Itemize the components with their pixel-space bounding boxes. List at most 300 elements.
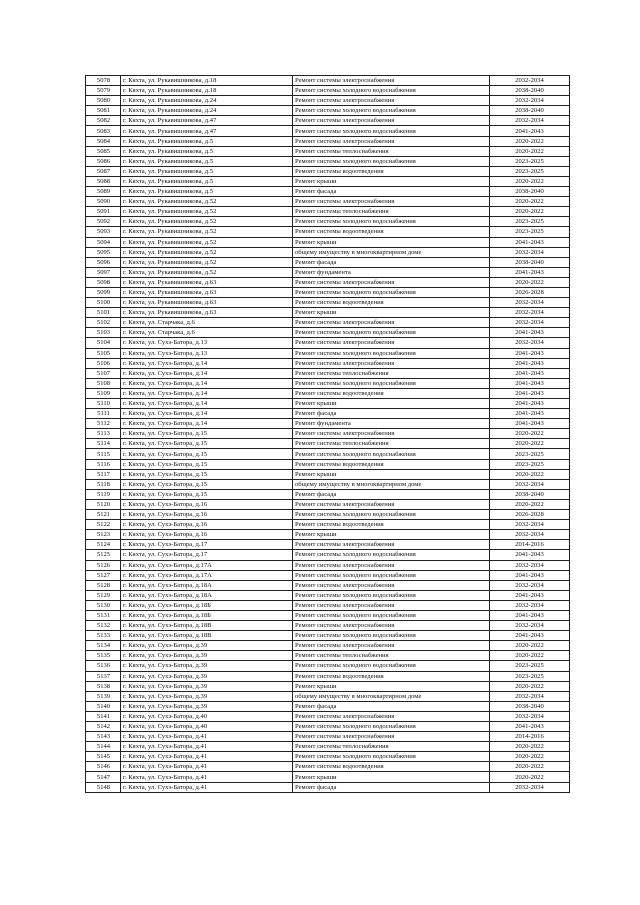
work-type-cell: Ремонт системы холодного водоснабжения [293, 348, 490, 358]
table-row [86, 681, 570, 691]
address-cell: г. Кяхта, ул. Рукавишникова, д.52 [121, 227, 293, 237]
work-type-cell: Ремонт системы холодного водоснабжения [293, 106, 490, 116]
address-cell: г. Кяхта, ул. Сухэ-Батора, д.39 [121, 691, 293, 701]
row-number-cell: 5091 [86, 207, 121, 217]
row-number-cell: 5110 [86, 399, 121, 409]
period-cell: 2038-2040 [490, 106, 570, 116]
table-row [86, 752, 570, 762]
period-cell: 2032-2034 [490, 530, 570, 540]
address-cell: г. Кяхта, ул. Сухэ-Батора, д.41 [121, 742, 293, 752]
work-type-cell: Ремонт системы холодного водоснабжения [293, 661, 490, 671]
row-number-cell: 5097 [86, 267, 121, 277]
work-type-cell: Ремонт системы холодного водоснабжения [293, 550, 490, 560]
table-row [86, 267, 570, 277]
address-cell: г. Кяхта, ул. Сухэ-Батора, д.15 [121, 429, 293, 439]
table-row [86, 86, 570, 96]
table-row [86, 176, 570, 186]
row-number-cell: 5125 [86, 550, 121, 560]
period-cell: 2020-2022 [490, 762, 570, 772]
address-cell: г. Кяхта, ул. Рукавишникова, д.52 [121, 247, 293, 257]
address-cell: г. Кяхта, ул. Сухэ-Батора, д.39 [121, 661, 293, 671]
period-cell: 2032-2034 [490, 308, 570, 318]
work-type-cell: Ремонт системы холодного водоснабжения [293, 217, 490, 227]
table-row [86, 631, 570, 641]
work-type-cell: Ремонт системы теплоснабжения [293, 439, 490, 449]
period-cell: 2041-2043 [490, 237, 570, 247]
address-cell: г. Кяхта, ул. Рукавишникова, д.24 [121, 106, 293, 116]
period-cell: 2032-2034 [490, 116, 570, 126]
work-type-cell: Ремонт системы холодного водоснабжения [293, 449, 490, 459]
row-number-cell: 5098 [86, 277, 121, 287]
period-cell: 2014-2016 [490, 732, 570, 742]
row-number-cell: 5138 [86, 681, 121, 691]
address-cell: г. Кяхта, ул. Сухэ-Батора, д.14 [121, 358, 293, 368]
period-cell: 2020-2022 [490, 136, 570, 146]
work-type-cell: Ремонт системы электроснабжения [293, 540, 490, 550]
row-number-cell: 5113 [86, 429, 121, 439]
work-type-cell: Ремонт крыши [293, 399, 490, 409]
row-number-cell: 5119 [86, 489, 121, 499]
row-number-cell: 5082 [86, 116, 121, 126]
work-type-cell: Ремонт системы холодного водоснабжения [293, 378, 490, 388]
row-number-cell: 5080 [86, 96, 121, 106]
table-row [86, 469, 570, 479]
period-cell: 2020-2022 [490, 499, 570, 509]
row-number-cell: 5086 [86, 156, 121, 166]
address-cell: г. Кяхта, ул. Сухэ-Батора, д.39 [121, 671, 293, 681]
address-cell: г. Кяхта, ул. Сухэ-Батора, д.15 [121, 479, 293, 489]
address-cell: г. Кяхта, ул. Сухэ-Батора, д.16 [121, 530, 293, 540]
row-number-cell: 5088 [86, 176, 121, 186]
period-cell: 2041-2043 [490, 631, 570, 641]
table-row [86, 459, 570, 469]
period-cell: 2041-2043 [490, 590, 570, 600]
address-cell: г. Кяхта, ул. Сухэ-Батора, д.17 [121, 550, 293, 560]
period-cell: 2041-2043 [490, 570, 570, 580]
table-row [86, 96, 570, 106]
table-row [86, 338, 570, 348]
row-number-cell: 5078 [86, 76, 121, 86]
work-type-cell: Ремонт системы теплоснабжения [293, 742, 490, 752]
work-type-cell: Ремонт системы электроснабжения [293, 429, 490, 439]
table-row [86, 570, 570, 580]
work-type-cell: Ремонт крыши [293, 530, 490, 540]
work-type-cell: Ремонт фундамента [293, 267, 490, 277]
table-row [86, 217, 570, 227]
row-number-cell: 5103 [86, 328, 121, 338]
work-type-cell: Ремонт системы теплоснабжения [293, 207, 490, 217]
row-number-cell: 5143 [86, 732, 121, 742]
address-cell: г. Кяхта, ул. Рукавишникова, д.5 [121, 176, 293, 186]
period-cell: 2041-2043 [490, 328, 570, 338]
row-number-cell: 5117 [86, 469, 121, 479]
work-type-cell: Ремонт системы электроснабжения [293, 116, 490, 126]
row-number-cell: 5139 [86, 691, 121, 701]
table-row [86, 782, 570, 792]
period-cell: 2023-2025 [490, 661, 570, 671]
address-cell: г. Кяхта, ул. Рукавишникова, д.52 [121, 267, 293, 277]
table-row [86, 106, 570, 116]
row-number-cell: 5084 [86, 136, 121, 146]
address-cell: г. Кяхта, ул. Сухэ-Батора, д.15 [121, 439, 293, 449]
work-type-cell: Ремонт системы электроснабжения [293, 197, 490, 207]
row-number-cell: 5099 [86, 287, 121, 297]
table-row [86, 610, 570, 620]
work-type-cell: Ремонт системы холодного водоснабжения [293, 328, 490, 338]
work-type-cell: Ремонт крыши [293, 308, 490, 318]
work-type-cell: Ремонт фасада [293, 782, 490, 792]
address-cell: г. Кяхта, ул. Сухэ-Батора, д.18В [121, 631, 293, 641]
address-cell: г. Кяхта, ул. Рукавишникова, д.5 [121, 187, 293, 197]
work-type-cell: Ремонт системы водоотведения [293, 388, 490, 398]
table-row [86, 762, 570, 772]
table-row [86, 187, 570, 197]
table-row [86, 701, 570, 711]
work-type-cell: Ремонт системы водоотведения [293, 298, 490, 308]
row-number-cell: 5127 [86, 570, 121, 580]
row-number-cell: 5147 [86, 772, 121, 782]
row-number-cell: 5092 [86, 217, 121, 227]
address-cell: г. Кяхта, ул. Сухэ-Батора, д.17А [121, 560, 293, 570]
table-row [86, 651, 570, 661]
work-type-cell: Ремонт фасада [293, 701, 490, 711]
table-row [86, 540, 570, 550]
row-number-cell: 5093 [86, 227, 121, 237]
row-number-cell: 5100 [86, 298, 121, 308]
work-type-cell: Ремонт системы холодного водоснабжения [293, 86, 490, 96]
table-row [86, 126, 570, 136]
address-cell: г. Кяхта, ул. Рукавишникова, д.63 [121, 308, 293, 318]
period-cell: 2038-2040 [490, 86, 570, 96]
address-cell: г. Кяхта, ул. Сухэ-Батора, д.41 [121, 732, 293, 742]
work-type-cell: Ремонт системы холодного водоснабжения [293, 752, 490, 762]
work-type-cell: Ремонт системы электроснабжения [293, 641, 490, 651]
row-number-cell: 5131 [86, 610, 121, 620]
work-type-cell: Ремонт системы электроснабжения [293, 136, 490, 146]
row-number-cell: 5144 [86, 742, 121, 752]
table-row [86, 439, 570, 449]
table-row [86, 388, 570, 398]
period-cell: 2041-2043 [490, 550, 570, 560]
table-row [86, 711, 570, 721]
period-cell: 2032-2034 [490, 479, 570, 489]
address-cell: г. Кяхта, ул. Сухэ-Батора, д.39 [121, 651, 293, 661]
work-type-cell: Ремонт крыши [293, 772, 490, 782]
work-type-cell: Ремонт системы электроснабжения [293, 560, 490, 570]
work-type-cell: Ремонт системы электроснабжения [293, 318, 490, 328]
period-cell: 2041-2043 [490, 267, 570, 277]
period-cell: 2020-2022 [490, 681, 570, 691]
period-cell: 2023-2025 [490, 459, 570, 469]
address-cell: г. Кяхта, ул. Сухэ-Батора, д.14 [121, 368, 293, 378]
address-cell: г. Кяхта, ул. Сухэ-Батора, д.16 [121, 510, 293, 520]
address-cell: г. Кяхта, ул. Рукавишникова, д.5 [121, 146, 293, 156]
work-type-cell: Ремонт системы электроснабжения [293, 358, 490, 368]
address-cell: г. Кяхта, ул. Рукавишникова, д.63 [121, 298, 293, 308]
table-row [86, 348, 570, 358]
work-type-cell: Ремонт крыши [293, 469, 490, 479]
period-cell: 2038-2040 [490, 489, 570, 499]
table-row [86, 429, 570, 439]
table-row [86, 166, 570, 176]
table-row [86, 590, 570, 600]
address-cell: г. Кяхта, ул. Старчака, д.6 [121, 328, 293, 338]
table-row [86, 197, 570, 207]
period-cell: 2020-2022 [490, 651, 570, 661]
work-type-cell: Ремонт системы теплоснабжения [293, 146, 490, 156]
table-row [86, 116, 570, 126]
period-cell: 2032-2034 [490, 711, 570, 721]
row-number-cell: 5101 [86, 308, 121, 318]
table-row [86, 499, 570, 509]
work-type-cell: Ремонт системы теплоснабжения [293, 368, 490, 378]
address-cell: г. Кяхта, ул. Рукавишникова, д.5 [121, 166, 293, 176]
address-cell: г. Кяхта, ул. Рукавишникова, д.47 [121, 116, 293, 126]
period-cell: 2020-2022 [490, 429, 570, 439]
row-number-cell: 5106 [86, 358, 121, 368]
row-number-cell: 5083 [86, 126, 121, 136]
table-row [86, 520, 570, 530]
table-row [86, 742, 570, 752]
work-type-cell: Ремонт системы водоотведения [293, 166, 490, 176]
table-row [86, 227, 570, 237]
row-number-cell: 5116 [86, 459, 121, 469]
address-cell: г. Кяхта, ул. Сухэ-Батора, д.15 [121, 459, 293, 469]
table-row [86, 207, 570, 217]
row-number-cell: 5145 [86, 752, 121, 762]
row-number-cell: 5112 [86, 419, 121, 429]
table-row [86, 580, 570, 590]
address-cell: г. Кяхта, ул. Рукавишникова, д.24 [121, 96, 293, 106]
table-row [86, 621, 570, 631]
period-cell: 2032-2034 [490, 600, 570, 610]
address-cell: г. Кяхта, ул. Сухэ-Батора, д.14 [121, 399, 293, 409]
table-row [86, 479, 570, 489]
row-number-cell: 5140 [86, 701, 121, 711]
table-row [86, 257, 570, 267]
table-row [86, 358, 570, 368]
period-cell: 2023-2025 [490, 166, 570, 176]
row-number-cell: 5133 [86, 631, 121, 641]
row-number-cell: 5090 [86, 197, 121, 207]
address-cell: г. Кяхта, ул. Сухэ-Батора, д.18Б [121, 600, 293, 610]
period-cell: 2041-2043 [490, 399, 570, 409]
table-row [86, 76, 570, 86]
work-type-cell: Ремонт системы холодного водоснабжения [293, 570, 490, 580]
work-type-cell: Ремонт системы электроснабжения [293, 711, 490, 721]
address-cell: г. Кяхта, ул. Сухэ-Батора, д.16 [121, 499, 293, 509]
address-cell: г. Кяхта, ул. Рукавишникова, д.18 [121, 76, 293, 86]
period-cell: 2020-2022 [490, 439, 570, 449]
period-cell: 2032-2034 [490, 298, 570, 308]
period-cell: 2032-2034 [490, 691, 570, 701]
work-type-cell: Ремонт крыши [293, 681, 490, 691]
work-type-cell: Ремонт системы водоотведения [293, 459, 490, 469]
row-number-cell: 5136 [86, 661, 121, 671]
table-row [86, 732, 570, 742]
work-type-cell: общему имуществу в многоквартирном доме [293, 247, 490, 257]
row-number-cell: 5126 [86, 560, 121, 570]
row-number-cell: 5108 [86, 378, 121, 388]
work-type-cell: Ремонт системы водоотведения [293, 762, 490, 772]
period-cell: 2041-2043 [490, 378, 570, 388]
work-type-cell: Ремонт системы теплоснабжения [293, 651, 490, 661]
table-row [86, 136, 570, 146]
period-cell: 2014-2016 [490, 540, 570, 550]
table-row [86, 308, 570, 318]
address-cell: г. Кяхта, ул. Сухэ-Батора, д.14 [121, 388, 293, 398]
period-cell: 2032-2034 [490, 560, 570, 570]
row-number-cell: 5132 [86, 621, 121, 631]
address-cell: г. Кяхта, ул. Сухэ-Батора, д.39 [121, 641, 293, 651]
work-type-cell: Ремонт системы электроснабжения [293, 621, 490, 631]
period-cell: 2041-2043 [490, 388, 570, 398]
work-type-cell: Ремонт крыши [293, 237, 490, 247]
work-type-cell: общему имуществу в многоквартирном доме [293, 479, 490, 489]
table-row [86, 328, 570, 338]
row-number-cell: 5123 [86, 530, 121, 540]
table-row [86, 237, 570, 247]
table-row [86, 691, 570, 701]
row-number-cell: 5081 [86, 106, 121, 116]
table-row [86, 641, 570, 651]
period-cell: 2032-2034 [490, 580, 570, 590]
address-cell: г. Кяхта, ул. Рукавишникова, д.5 [121, 136, 293, 146]
work-type-cell: Ремонт системы электроснабжения [293, 499, 490, 509]
address-cell: г. Кяхта, ул. Рукавишникова, д.5 [121, 156, 293, 166]
period-cell: 2041-2043 [490, 722, 570, 732]
address-cell: г. Кяхта, ул. Сухэ-Батора, д.41 [121, 782, 293, 792]
period-cell: 2023-2025 [490, 217, 570, 227]
period-cell: 2020-2022 [490, 641, 570, 651]
row-number-cell: 5102 [86, 318, 121, 328]
row-number-cell: 5121 [86, 510, 121, 520]
row-number-cell: 5089 [86, 187, 121, 197]
address-cell: г. Кяхта, ул. Сухэ-Батора, д.40 [121, 711, 293, 721]
period-cell: 2041-2043 [490, 126, 570, 136]
period-cell: 2038-2040 [490, 701, 570, 711]
address-cell: г. Кяхта, ул. Сухэ-Батора, д.41 [121, 752, 293, 762]
work-type-cell: Ремонт системы электроснабжения [293, 96, 490, 106]
row-number-cell: 5109 [86, 388, 121, 398]
table-row [86, 722, 570, 732]
period-cell: 2023-2025 [490, 449, 570, 459]
period-cell: 2041-2043 [490, 409, 570, 419]
row-number-cell: 5079 [86, 86, 121, 96]
row-number-cell: 5148 [86, 782, 121, 792]
period-cell: 2032-2034 [490, 96, 570, 106]
table-row [86, 419, 570, 429]
row-number-cell: 5134 [86, 641, 121, 651]
period-cell: 2032-2034 [490, 621, 570, 631]
table-row [86, 530, 570, 540]
table-row [86, 146, 570, 156]
work-type-cell: Ремонт фасада [293, 489, 490, 499]
work-type-cell: Ремонт системы холодного водоснабжения [293, 510, 490, 520]
work-type-cell: Ремонт системы электроснабжения [293, 732, 490, 742]
period-cell: 2020-2022 [490, 197, 570, 207]
table-row [86, 550, 570, 560]
row-number-cell: 5142 [86, 722, 121, 732]
work-type-cell: Ремонт системы холодного водоснабжения [293, 156, 490, 166]
period-cell: 2038-2040 [490, 187, 570, 197]
row-number-cell: 5114 [86, 439, 121, 449]
period-cell: 2032-2034 [490, 318, 570, 328]
period-cell: 2041-2043 [490, 348, 570, 358]
period-cell: 2023-2025 [490, 671, 570, 681]
works-table [85, 75, 570, 793]
row-number-cell: 5085 [86, 146, 121, 156]
period-cell: 2038-2040 [490, 257, 570, 267]
work-type-cell: Ремонт фасада [293, 257, 490, 267]
address-cell: г. Кяхта, ул. Рукавишникова, д.52 [121, 237, 293, 247]
table-row [86, 156, 570, 166]
row-number-cell: 5094 [86, 237, 121, 247]
row-number-cell: 5137 [86, 671, 121, 681]
table-row [86, 378, 570, 388]
period-cell: 2020-2022 [490, 752, 570, 762]
row-number-cell: 5118 [86, 479, 121, 489]
row-number-cell: 5146 [86, 762, 121, 772]
period-cell: 2023-2025 [490, 156, 570, 166]
period-cell: 2026-2028 [490, 287, 570, 297]
row-number-cell: 5111 [86, 409, 121, 419]
period-cell: 2032-2034 [490, 76, 570, 86]
address-cell: г. Кяхта, ул. Сухэ-Батора, д.18В [121, 621, 293, 631]
work-type-cell: Ремонт фундамента [293, 419, 490, 429]
table-row [86, 600, 570, 610]
period-cell: 2041-2043 [490, 610, 570, 620]
row-number-cell: 5141 [86, 711, 121, 721]
work-type-cell: Ремонт системы электроснабжения [293, 600, 490, 610]
period-cell: 2041-2043 [490, 358, 570, 368]
address-cell: г. Кяхта, ул. Сухэ-Батора, д.14 [121, 378, 293, 388]
table-row [86, 489, 570, 499]
work-type-cell: Ремонт системы холодного водоснабжения [293, 126, 490, 136]
address-cell: г. Кяхта, ул. Сухэ-Батора, д.17А [121, 570, 293, 580]
row-number-cell: 5104 [86, 338, 121, 348]
table-row [86, 368, 570, 378]
work-type-cell: Ремонт системы электроснабжения [293, 580, 490, 590]
period-cell: 2020-2022 [490, 469, 570, 479]
period-cell: 2020-2022 [490, 176, 570, 186]
period-cell: 2032-2034 [490, 782, 570, 792]
address-cell: г. Кяхта, ул. Сухэ-Батора, д.15 [121, 469, 293, 479]
row-number-cell: 5130 [86, 600, 121, 610]
address-cell: г. Кяхта, ул. Рукавишникова, д.52 [121, 197, 293, 207]
address-cell: г. Кяхта, ул. Рукавишникова, д.52 [121, 257, 293, 267]
address-cell: г. Кяхта, ул. Сухэ-Батора, д.18Б [121, 610, 293, 620]
address-cell: г. Кяхта, ул. Рукавишникова, д.52 [121, 207, 293, 217]
work-type-cell: Ремонт системы электроснабжения [293, 338, 490, 348]
table-row [86, 772, 570, 782]
work-type-cell: Ремонт фасада [293, 187, 490, 197]
work-type-cell: Ремонт системы холодного водоснабжения [293, 590, 490, 600]
period-cell: 2032-2034 [490, 338, 570, 348]
address-cell: г. Кяхта, ул. Рукавишникова, д.18 [121, 86, 293, 96]
row-number-cell: 5107 [86, 368, 121, 378]
work-type-cell: Ремонт крыши [293, 176, 490, 186]
address-cell: г. Кяхта, ул. Рукавишникова, д.47 [121, 126, 293, 136]
table-row [86, 298, 570, 308]
table-row [86, 409, 570, 419]
address-cell: г. Кяхта, ул. Сухэ-Батора, д.15 [121, 489, 293, 499]
work-type-cell: Ремонт системы холодного водоснабжения [293, 287, 490, 297]
row-number-cell: 5124 [86, 540, 121, 550]
table-row [86, 247, 570, 257]
row-number-cell: 5122 [86, 520, 121, 530]
table-row [86, 287, 570, 297]
